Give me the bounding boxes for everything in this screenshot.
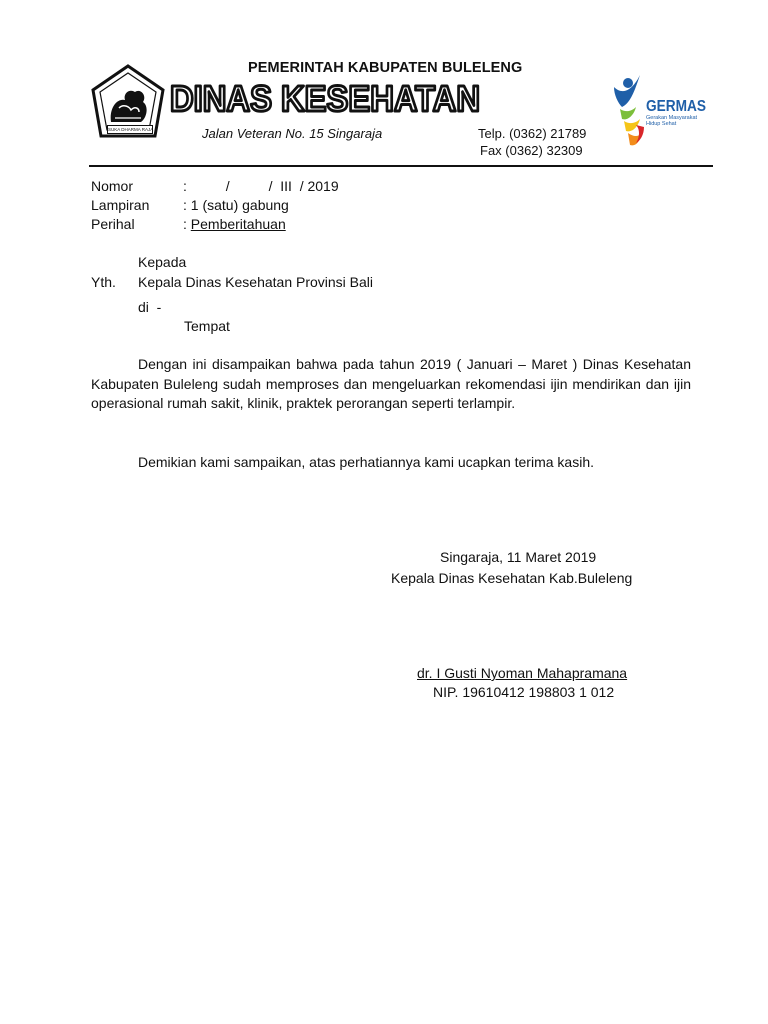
department-title	[170, 78, 482, 118]
letterhead-divider	[89, 165, 713, 167]
office-address: Jalan Veteran No. 15 Singaraja	[202, 126, 383, 141]
perihal-field	[183, 216, 286, 232]
perihal-colon: :	[183, 216, 191, 232]
nomor-value: : / / III / 2019	[183, 178, 339, 194]
emblem-motto-ribbon: SUKA DHARMA RAJA	[108, 127, 154, 132]
lampiran-value: : 1 (satu) gabung	[183, 197, 289, 213]
signature-position: Kepala Dinas Kesehatan Kab.Buleleng	[391, 570, 633, 586]
signature-name: dr. I Gusti Nyoman Mahapramana	[417, 665, 628, 681]
recipient-kepada: Kepada	[138, 254, 187, 270]
germas-tagline-line1: Gerakan Masyarakat	[646, 115, 698, 121]
department-title-text: DINAS KESEHATAN	[170, 78, 480, 118]
buleleng-emblem-logo	[89, 64, 167, 146]
recipient-yth: Yth.	[91, 274, 116, 290]
office-fax: Fax (0362) 32309	[480, 143, 583, 158]
germas-name-text: GERMAS	[646, 98, 707, 115]
signature-nip: NIP. 19610412 198803 1 012	[433, 684, 615, 700]
body-paragraph-1-text: Dengan ini disampaikan bahwa pada tahun 2019 ( Januari – Maret ) Dinas Kesehatan Kabupaten Buleleng sudah memproses dan mengeluarkan rekomendasi ijin mendirikan dan ijin operasional rumah sakit, klinik, praktek perorangan seperti terlampir.	[91, 356, 691, 411]
body-paragraph-2: Demikian kami sampaikan, atas perhatiannya kami ucapkan terima kasih.	[138, 454, 594, 470]
body-paragraph-1	[91, 355, 691, 414]
government-name: PEMERINTAH KABUPATEN BULELENG	[248, 60, 523, 76]
germas-tagline-line2: Hidup Sehat	[646, 121, 677, 127]
nomor-label: Nomor	[91, 178, 134, 194]
perihal-value: Pemberitahuan	[190, 216, 286, 232]
recipient-tempat: Tempat	[184, 318, 230, 334]
germas-logo	[610, 63, 710, 151]
recipient-name: Kepala Dinas Kesehatan Provinsi Bali	[138, 274, 374, 290]
perihal-label: Perihal	[91, 216, 135, 232]
recipient-di: di -	[138, 299, 162, 315]
office-phone: Telp. (0362) 21789	[478, 126, 587, 141]
signature-place-date: Singaraja, 11 Maret 2019	[440, 549, 597, 565]
lampiran-label: Lampiran	[91, 197, 150, 213]
